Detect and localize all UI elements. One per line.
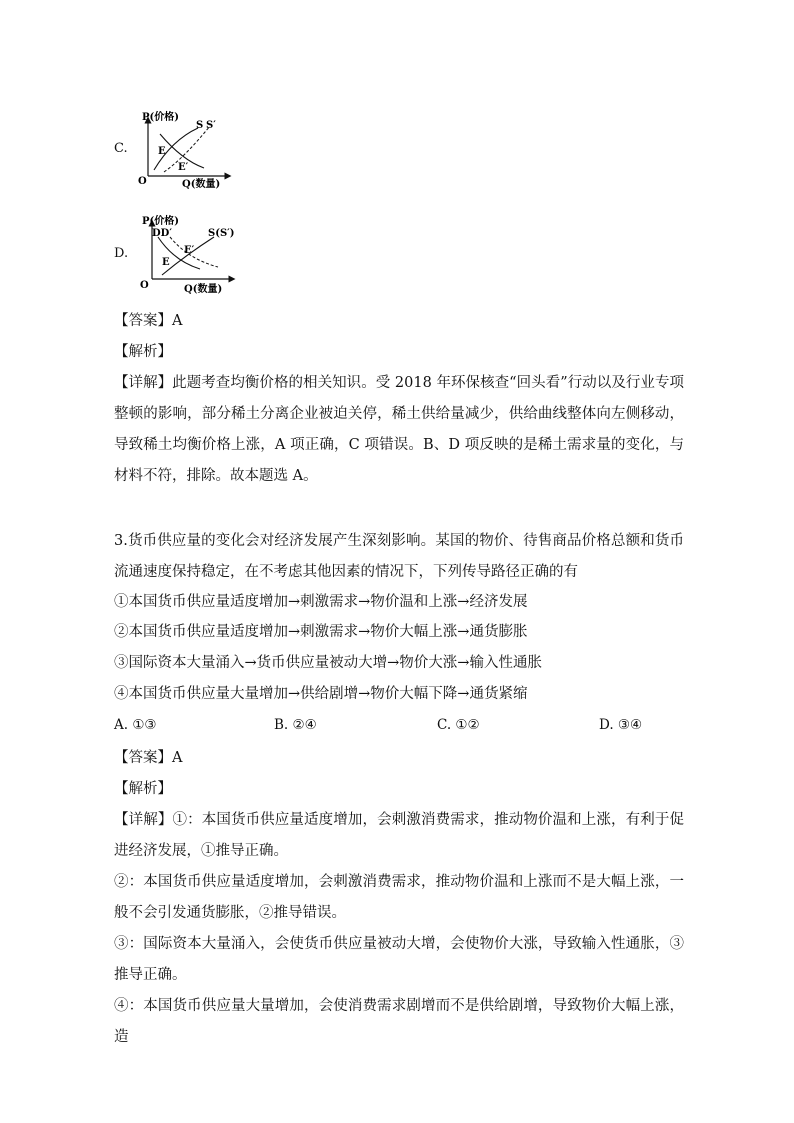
q3-stem: 3.货币供应量的变化会对经济发展产生深刻影响。某国的物价、待售商品价格总额和货币流通速度保持稳定，在不考虑其他因素的情况下，下列传导路径正确的有 bbox=[114, 533, 684, 580]
y-axis-label: P(价格) bbox=[142, 216, 179, 227]
q3-choice-a: A. ①③ bbox=[114, 717, 157, 733]
q2-analysis-label: 【解析】 bbox=[114, 344, 172, 360]
q3-item-2: ②本国货币供应量适度增加→刺激需求→物价大幅上涨→通货膨胀 bbox=[114, 624, 528, 640]
option-d-letter: D. bbox=[114, 246, 129, 261]
curve-label-s-s-prime: S(S′) bbox=[208, 228, 235, 239]
option-c-letter: C. bbox=[114, 141, 128, 156]
q3-choice-d: D. ③④ bbox=[599, 717, 643, 733]
q3-detail-4: ④：本国货币供应量大量增加，会使消费需求剧增而不是供给剧增，导致物价大幅上涨，造 bbox=[114, 998, 684, 1045]
q3-detail-1: 【详解】①：本国货币供应量适度增加，会刺激消费需求，推动物价温和上涨，有利于促进经济发展，①推导正确。 bbox=[114, 812, 684, 859]
supply-curve-s bbox=[162, 237, 214, 275]
q2-answer: 【答案】A bbox=[114, 313, 183, 329]
curve-label-s: S bbox=[196, 120, 204, 131]
point-label-e-prime: E′ bbox=[178, 162, 189, 173]
point-label-e: E bbox=[158, 146, 166, 157]
curve-label-s-prime: S′ bbox=[206, 120, 216, 131]
q3-item-3: ③国际资本大量涌入→货币供应量被动大增→物价大涨→输入性通胀 bbox=[114, 655, 542, 671]
point-label-e-prime: E′ bbox=[184, 245, 195, 256]
q3-answer: 【答案】A bbox=[114, 750, 183, 766]
point-label-e: E bbox=[162, 257, 170, 268]
q3-detail-2: ②：本国货币供应量适度增加，会刺激消费需求，推动物价温和上涨而不是大幅上涨，一般不会引发通货膨胀，②推导错误。 bbox=[114, 874, 684, 921]
q3-item-4: ④本国货币供应量大量增加→供给剧增→物价大幅下降→通货紧缩 bbox=[114, 686, 528, 702]
q3-item-1: ①本国货币供应量适度增加→刺激需求→物价温和上涨→经济发展 bbox=[114, 594, 528, 610]
option-d-graph bbox=[138, 215, 268, 297]
origin-label: O bbox=[140, 280, 149, 291]
q3-choice-b: B. ②④ bbox=[274, 717, 317, 733]
q3-choice-c: C. ①② bbox=[437, 717, 480, 733]
x-axis-label: Q(数量) bbox=[182, 179, 221, 190]
curve-label-dd-prime: DD′ bbox=[152, 228, 172, 239]
option-c-graph bbox=[138, 112, 258, 192]
q3-analysis-label: 【解析】 bbox=[114, 781, 172, 797]
q2-detail: 【详解】此题考查均衡价格的相关知识。受 2018 年环保核查“回头看”行动以及行业专项整顿的影响，部分稀土分离企业被迫关停，稀土供给量减少，供给曲线整体向左侧移动，导致稀土均衡价格上涨，A 项正确，C 项错误。B、D 项反映的是稀土需求量的变化，与材料不符，排除。故本题选 A。 bbox=[114, 375, 684, 484]
q3-detail-3: ③：国际资本大量涌入，会使货币供应量被动大增，会使物价大涨，导致输入性通胀，③推导正确。 bbox=[114, 936, 684, 983]
origin-label: O bbox=[138, 176, 147, 187]
y-axis-label: P(价格) bbox=[142, 112, 179, 123]
x-axis-label: Q(数量) bbox=[184, 284, 223, 295]
